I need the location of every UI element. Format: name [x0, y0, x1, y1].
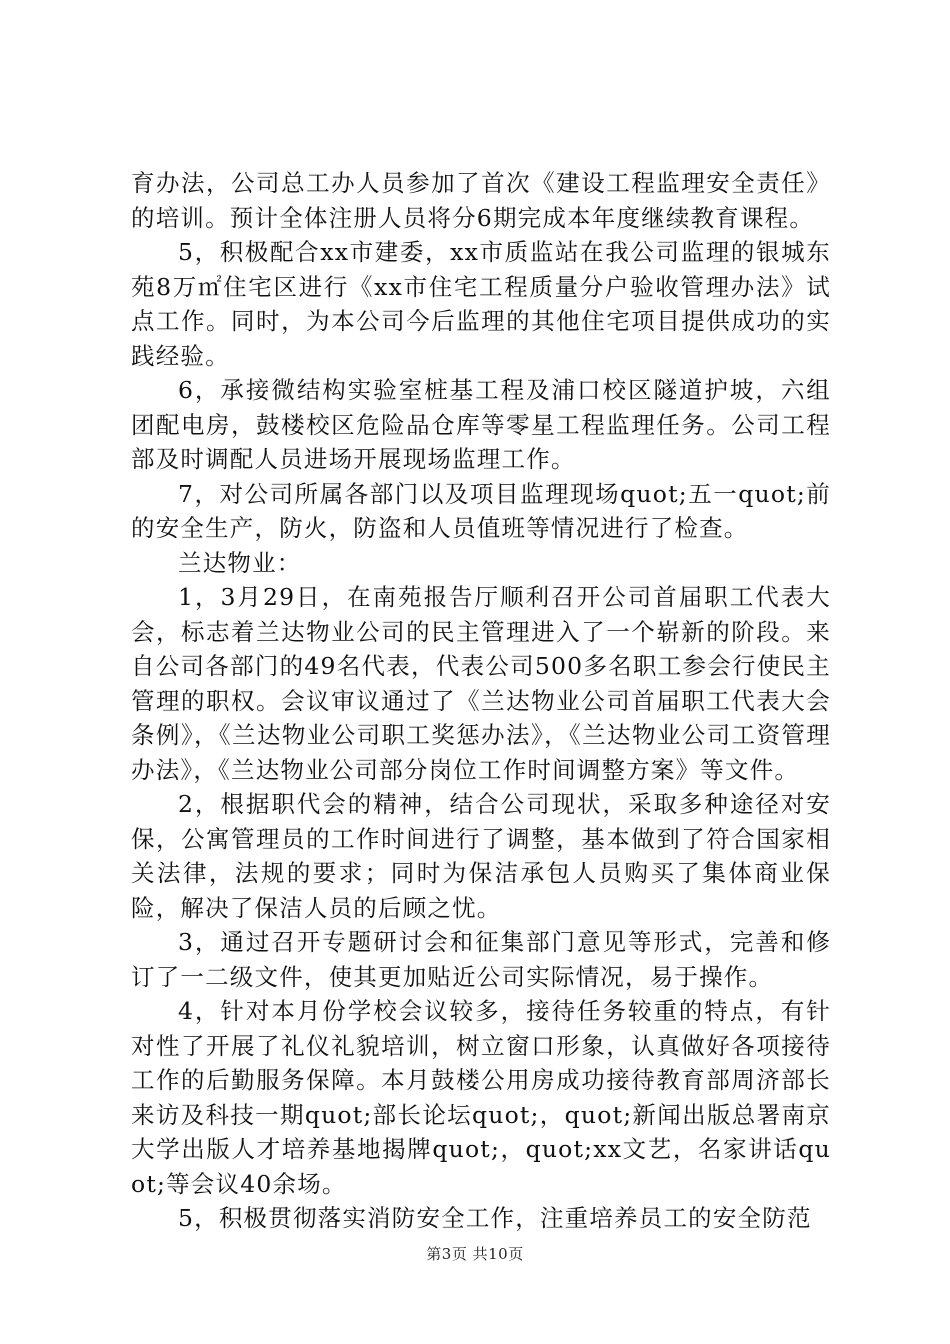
document-body	[131, 166, 831, 1236]
paragraph-3: 7，对公司所属各部门以及项目监理现场quot;五一quot;前的安全生产，防火，防盗和人员值班等情况进行了检查。	[131, 479, 831, 542]
paragraph-6: 2，根据职代会的精神，结合公司现状，采取多种途径对安保，公寓管理员的工作时间进行了调整，基本做到了符合国家相关法律，法规的要求；同时为保洁承包人员购买了集体商业保险，解决了保洁人员的后顾之忧。	[131, 790, 831, 922]
paragraph-0: 育办法，公司总工办人员参加了首次《建设工程监理安全责任》的培训。预计全体注册人员将分6期完成本年度继续教育课程。	[131, 169, 831, 232]
paragraph-8: 4，针对本月份学校会议较多，接待任务较重的特点，有针对性了开展了礼仪礼貌培训，树立窗口形象，认真做好各项接待工作的后勤服务保障。本月鼓楼公用房成功接待教育部周济部长来访及科技一期quot;部长论坛quot;，quot;新闻出版总署南京大学出版人才培养基地揭牌quot;，quot;xx文艺，名家讲话quot;等会议40余场。	[131, 997, 831, 1198]
page-number-footer: 第3页 共10页	[426, 1245, 524, 1263]
paragraph-7: 3，通过召开专题研讨会和征集部门意见等形式，完善和修订了一二级文件，使其更加贴近公司实际情况，易于操作。	[131, 928, 831, 991]
paragraph-9: 5，积极贯彻落实消防安全工作，注重培养员工的安全防范	[178, 1204, 812, 1232]
paragraph-5: 1，3月29日，在南苑报告厅顺利召开公司首届职工代表大会，标志着兰达物业公司的民主管理进入了一个崭新的阶段。来自公司各部门的49名代表，代表公司500多名职工参会行使民主管理的职权。会议审议通过了《兰达物业公司首届职工代表大会条例》，《兰达物业公司职工奖惩办法》，《兰达物业公司工资管理办法》，《兰达物业公司部分岗位工作时间调整方案》等文件。	[131, 583, 831, 784]
paragraph-2: 6，承接微结构实验室桩基工程及浦口校区隧道护坡，六组团配电房，鼓楼校区危险品仓库等零星工程监理任务。公司工程部及时调配人员进场开展现场监理工作。	[131, 376, 831, 473]
section-heading-landa-property: 兰达物业：	[178, 548, 302, 577]
paragraph-1: 5，积极配合xx市建委，xx市质监站在我公司监理的银城东苑8万㎡住宅区进行《xx市住宅工程质量分户验收管理办法》试点工作。同时，为本公司今后监理的其他住宅项目提供成功的实践经验。	[131, 238, 831, 370]
